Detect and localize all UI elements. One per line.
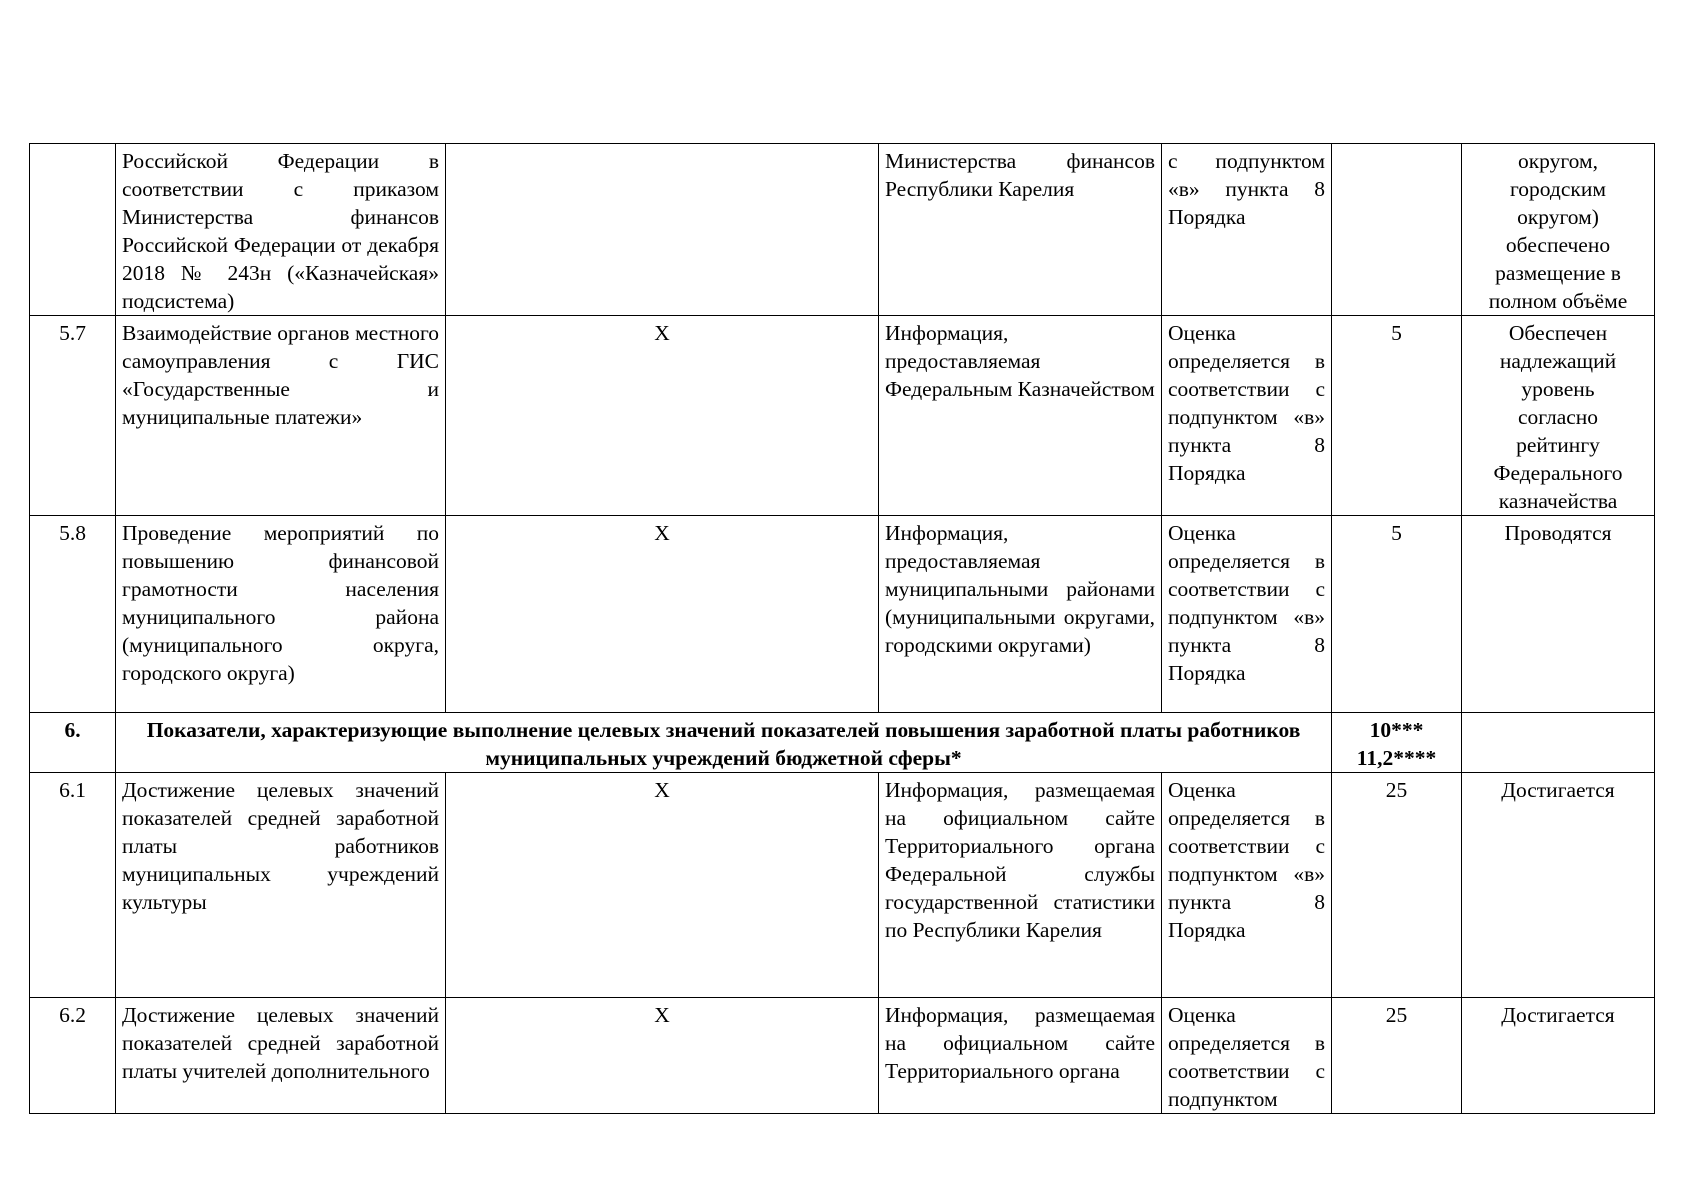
result-cell: Достигается — [1462, 773, 1655, 998]
source-cell: Информация, размещаемая на официальном сайте Территориального органа — [879, 998, 1162, 1114]
section-result-cell — [1462, 713, 1655, 773]
method-cell: с подпунктом «в» пункта 8 Порядка — [1162, 144, 1332, 316]
method-cell: Оценка определяется в соответствии с подпунктом — [1162, 998, 1332, 1114]
source-cell: Министерства финансов Республики Карелия — [879, 144, 1162, 316]
formula-cell — [446, 144, 879, 316]
result-cell: округом, городским округом) обеспечено размещение в полном объёме — [1462, 144, 1655, 316]
indicator-name-cell: Проведение мероприятий по повышению финансовой грамотности населения муниципального района (муниципального округа, городского округа) — [116, 516, 446, 713]
table-row — [30, 516, 1655, 713]
result-cell: Достигается — [1462, 998, 1655, 1114]
score-cell: 25 — [1332, 998, 1462, 1114]
method-cell: Оценка определяется в соответствии с подпунктом «в» пункта 8 Порядка — [1162, 773, 1332, 998]
table-row — [30, 773, 1655, 998]
result-cell: Обеспечен надлежащий уровень согласно рейтингу Федерального казначейства — [1462, 316, 1655, 516]
indicator-name-cell: Взаимодействие органов местного самоуправления с ГИС «Государственные и муниципальные платежи» — [116, 316, 446, 516]
formula-cell: Х — [446, 316, 879, 516]
source-cell: Информация, размещаемая на официальном сайте Территориального органа Федеральной службы государственной статистики по Республики Карелия — [879, 773, 1162, 998]
row-number-cell: 5.8 — [30, 516, 116, 713]
method-cell: Оценка определяется в соответствии с подпунктом «в» пункта 8 Порядка — [1162, 316, 1332, 516]
score-cell: 5 — [1332, 316, 1462, 516]
row-number-cell: 6.1 — [30, 773, 116, 998]
table-row — [30, 316, 1655, 516]
indicators-table — [29, 143, 1655, 1114]
formula-cell: Х — [446, 516, 879, 713]
formula-cell: Х — [446, 773, 879, 998]
score-cell: 5 — [1332, 516, 1462, 713]
row-number-cell: 6.2 — [30, 998, 116, 1114]
score-cell — [1332, 144, 1462, 316]
row-number-cell: 5.7 — [30, 316, 116, 516]
table-row — [30, 144, 1655, 316]
result-cell: Проводятся — [1462, 516, 1655, 713]
table-row — [30, 998, 1655, 1114]
indicator-name-cell: Российской Федерации в соответствии с приказом Министерства финансов Российской Федерации от декабря 2018 № 243н («Казначейская» подсистема) — [116, 144, 446, 316]
formula-cell: Х — [446, 998, 879, 1114]
source-cell: Информация, предоставляемая Федеральным Казначейством — [879, 316, 1162, 516]
section-score-cell: 10*** 11,2**** — [1332, 713, 1462, 773]
section-number-cell: 6. — [30, 713, 116, 773]
method-cell: Оценка определяется в соответствии с подпунктом «в» пункта 8 Порядка — [1162, 516, 1332, 713]
row-number-cell — [30, 144, 116, 316]
indicator-name-cell: Достижение целевых значений показателей средней заработной платы работников муниципальных учреждений культуры — [116, 773, 446, 998]
indicator-name-cell: Достижение целевых значений показателей средней заработной платы учителей дополнительного — [116, 998, 446, 1114]
section-title-cell: Показатели, характеризующие выполнение целевых значений показателей повышения заработной платы работников муниципальных учреждений бюджетной сферы* — [116, 713, 1332, 773]
score-cell: 25 — [1332, 773, 1462, 998]
section-header-row — [30, 713, 1655, 773]
source-cell: Информация, предоставляемая муниципальными районами (муниципальными округами, городскими округами) — [879, 516, 1162, 713]
